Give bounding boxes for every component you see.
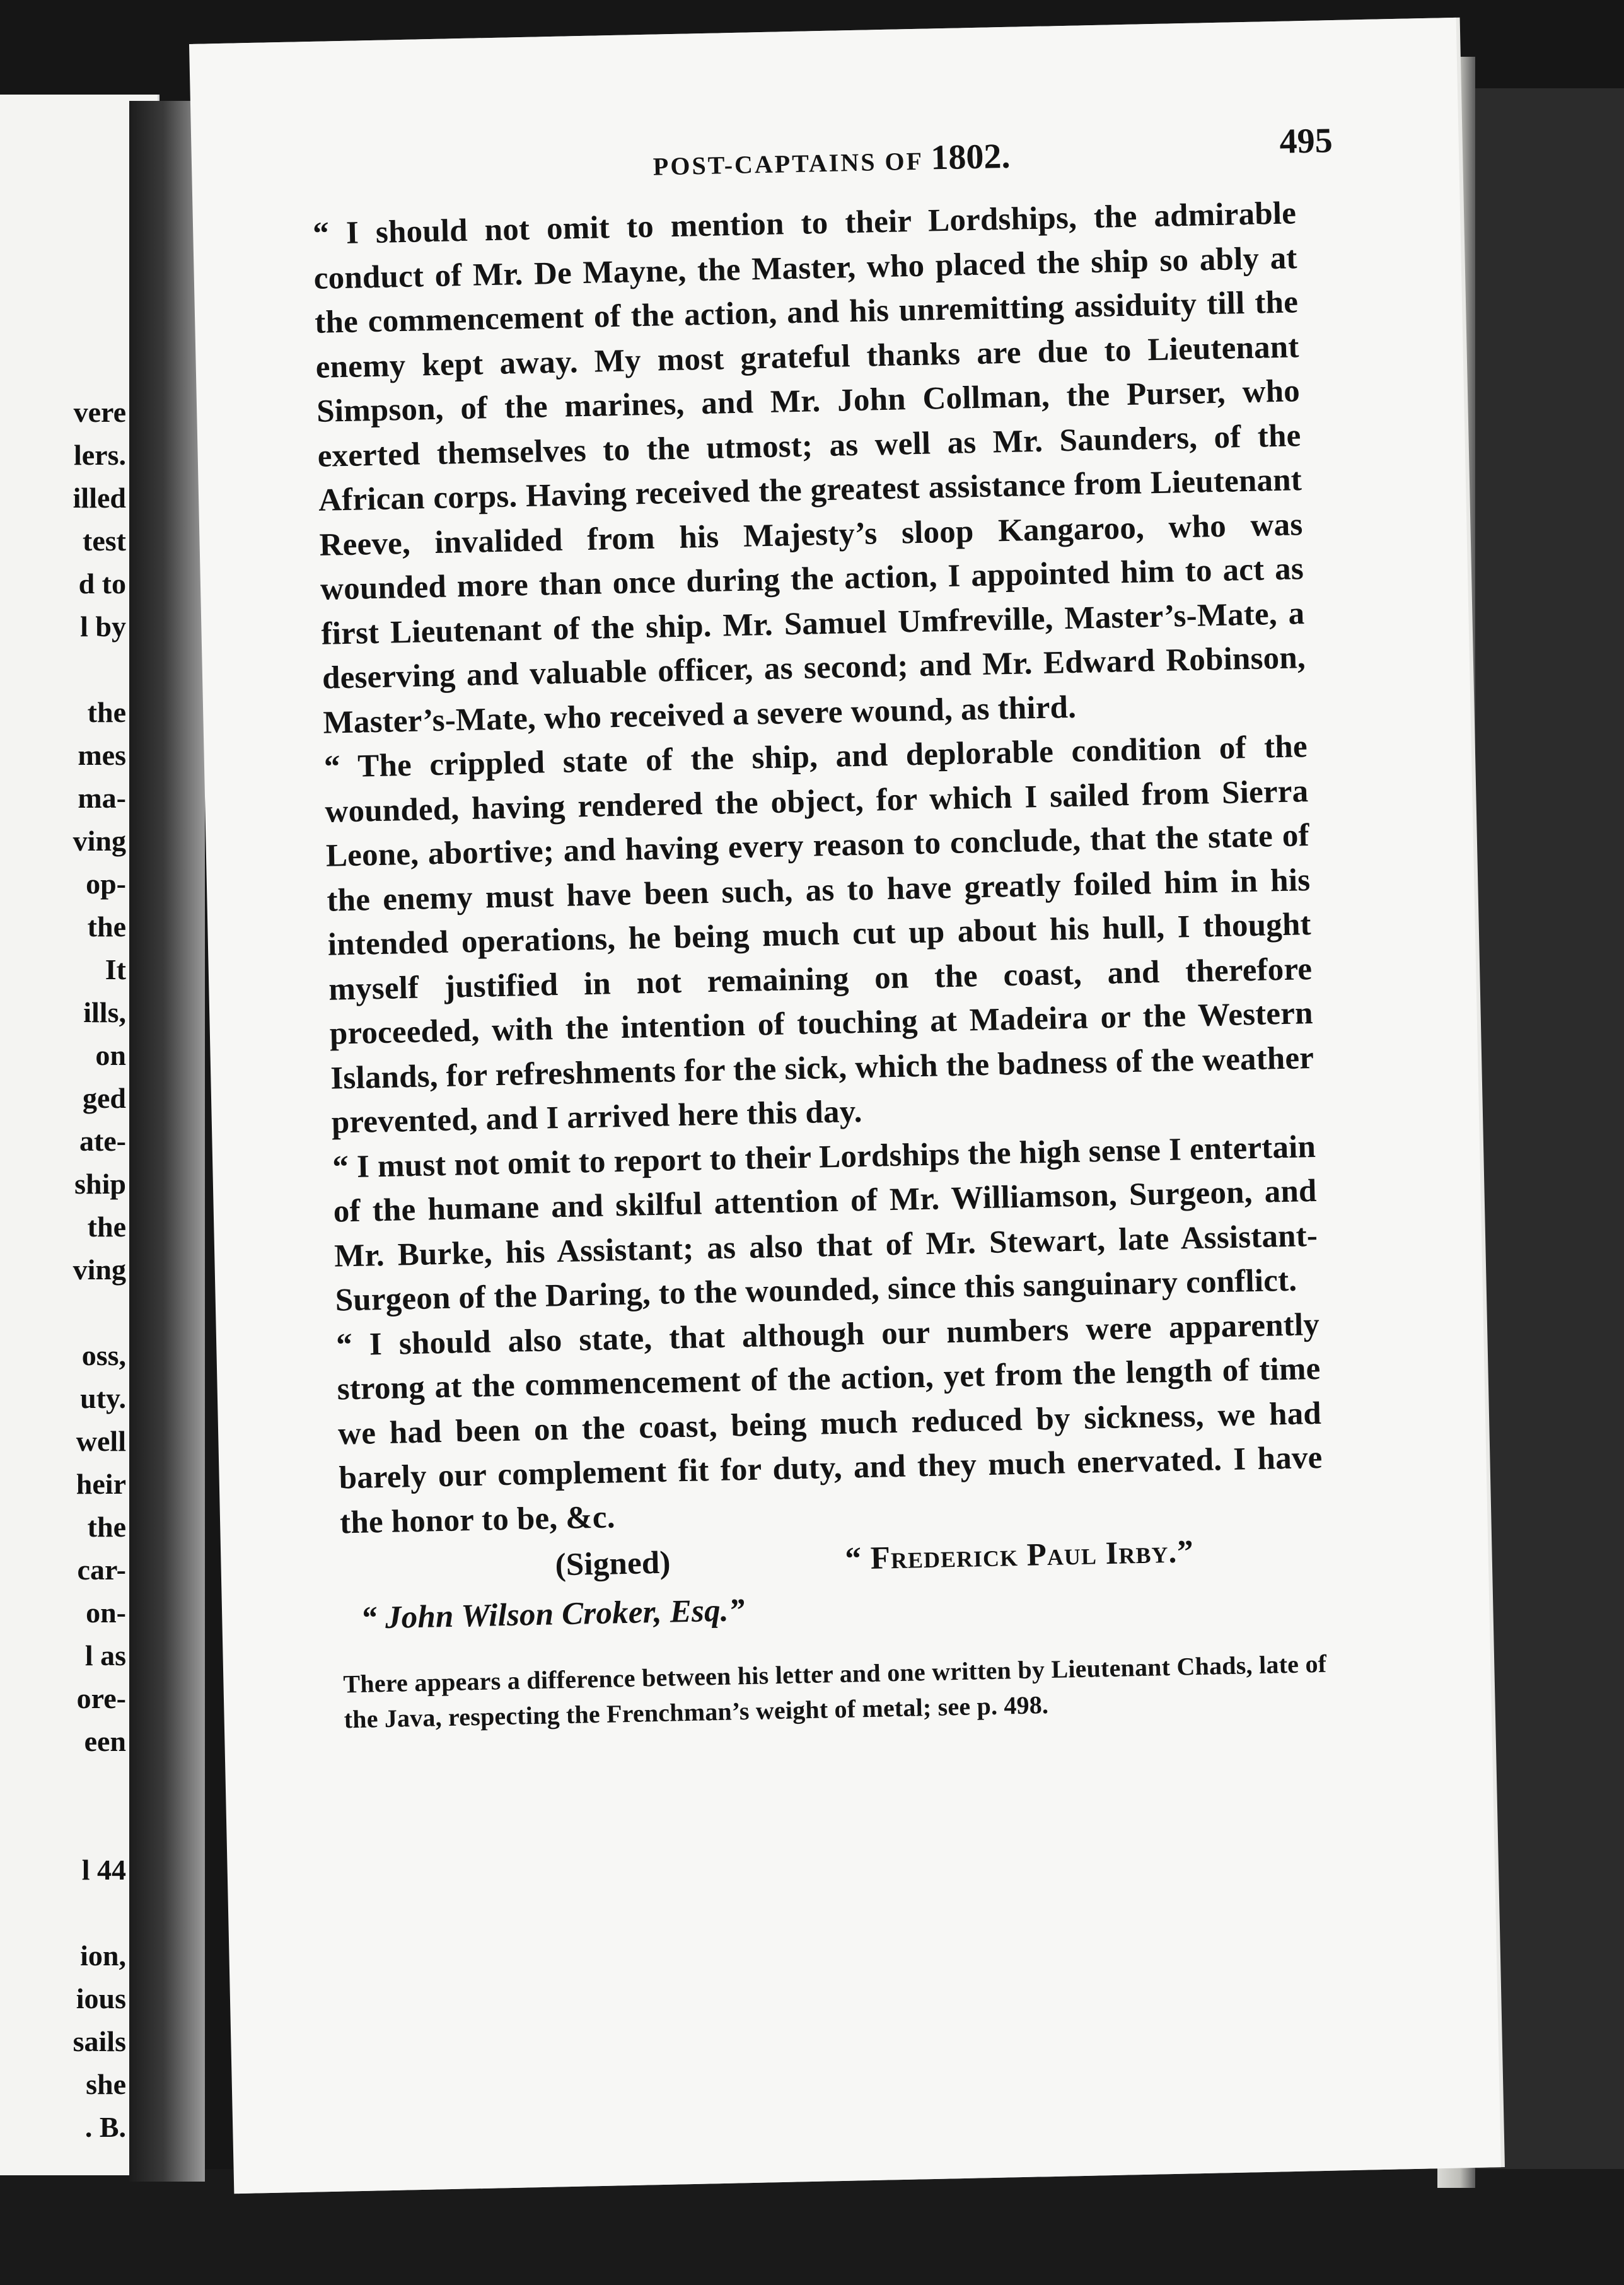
page-number: 495 <box>1279 121 1333 161</box>
paragraph-1: “ I should not omit to mention to their Lordships, the admirable conduct of Mr. De Mayne, the Master, who placed the ship so ably at the commencement of the action, and his unremitting assiduity till the enemy kept away. My most grateful thanks are due to Lieutenant Simpson, of the marines, and Mr. John Collman, the Purser, who exerted themselves to the utmost; as well as Mr. Saunders, of the African corps. Having received the greatest assistance from Lieutenant Reeve, invalided from his Majesty’s sloop Kangaroo, who was wounded more than once during the action, I appointed him to act as first Lieutenant of the ship. Mr. Samuel Umfreville, Master’s-Mate, a deserving and valuable officer, as second; and Mr. Edward Robinson, Master’s-Mate, who received a severe wound, as third. <box>312 195 1306 741</box>
previous-page-fragment: ore- <box>76 1682 126 1714</box>
previous-page-fragment: lers. <box>73 439 126 471</box>
addressee: “ John Wilson Croker, Esq.” <box>360 1593 745 1636</box>
previous-page-fragment: l as <box>84 1639 126 1672</box>
previous-page-fragment: heir <box>76 1468 126 1500</box>
previous-page-fragment: op- <box>86 868 126 900</box>
previous-page-fragment <box>0 648 126 691</box>
previous-page-fragment: uty. <box>80 1382 126 1414</box>
previous-page-fragment: sails <box>72 2025 126 2057</box>
previous-page-fragment <box>0 1892 126 1934</box>
previous-page-fragment: on- <box>86 1596 126 1629</box>
book-page <box>189 18 1501 2194</box>
paragraph-4: “ I should also state, that although our numbers were apparently strong at the commencement of the action, yet from the length of time we had been on the coast, being much reduced by sickness, we had barely our complement fit for duty, and they much enervated. I have the honor to be, &c. <box>335 1306 1323 1540</box>
previous-page-fragment: een <box>84 1725 126 1757</box>
previous-page-fragment: l by <box>80 610 126 642</box>
previous-page-fragment: . B. <box>84 2111 126 2143</box>
footnote: There appears a difference between his letter and one written by Lieutenant Chads, late of the Java, respecting the Frenchman’s weight of metal; see p. 498. <box>343 1649 1327 1733</box>
previous-page-fragment: It <box>105 953 126 986</box>
previous-page-fragment <box>0 1806 126 1849</box>
previous-page-fragment: car- <box>77 1554 126 1586</box>
previous-page-fragment <box>0 1291 126 1334</box>
book-gutter <box>129 101 205 2182</box>
previous-page-fragment: test <box>83 525 126 557</box>
previous-page-fragment: oss, <box>81 1339 126 1371</box>
previous-page-fragment: ills, <box>83 996 126 1028</box>
previous-page-fragment <box>0 1763 126 1806</box>
previous-page-fragment: vere <box>73 396 126 428</box>
previous-page-fragment: the <box>87 1211 126 1243</box>
previous-page-fragment: ged <box>83 1082 126 1114</box>
previous-page-fragment: mes <box>78 739 126 771</box>
previous-page-fragment: well <box>76 1425 126 1457</box>
paragraph-2: “ The crippled state of the ship, and deplorable condition of the wounded, having rendered the object, for which I sailed from Sierra Leone, abortive; and having every reason to conclude, that the state of the enemy must have been such, as to have greatly foiled him in his intended operations, he being much cut up about his hull, I thought myself justified in not remaining on the coast, and therefore proceeded, with the intention of touching at Madeira or the Western Islands, for refreshments for the sick, which the badness of the weather prevented, and I arrived here this day. <box>323 729 1314 1141</box>
page-content <box>311 121 1333 1737</box>
previous-page-fragment: l 44 <box>81 1854 126 1886</box>
previous-page-fragment: she <box>86 2068 126 2100</box>
running-title-year: 1802. <box>930 136 1011 178</box>
previous-page-fragment: on <box>95 1039 126 1071</box>
previous-page-fragment: the <box>87 910 126 943</box>
previous-page-fragment: ship <box>74 1168 126 1200</box>
running-title <box>596 134 1011 190</box>
running-title-text: POST-CAPTAINS OF <box>652 146 923 181</box>
previous-page-fragment: d to <box>78 567 126 600</box>
previous-page-fragment: the <box>87 1511 126 1543</box>
previous-page-text-fragments <box>0 391 126 2149</box>
previous-page-fragment: the <box>87 696 126 728</box>
previous-page-fragment: ving <box>72 1253 126 1286</box>
signatory-name: “ Frederick Paul Irby.” <box>844 1534 1195 1577</box>
previous-page-fragment: ma- <box>78 782 126 814</box>
previous-page-fragment: ving <box>72 825 126 857</box>
previous-page-fragment: illed <box>72 482 126 514</box>
previous-page-fragment: ious <box>76 1982 126 2015</box>
paragraph-3: “ I must not omit to report to their Lordships the high sense I entertain of the humane and skilful attention of Mr. Williamson, Surgeon, and Mr. Burke, his Assistant; as also that of Mr. Stewart, late Assistant-Surgeon of the Daring, to the wounded, since this sanguinary conflict. <box>332 1129 1318 1318</box>
previous-page-fragment: ate- <box>79 1125 126 1157</box>
signed-label: (Signed) <box>555 1545 671 1583</box>
previous-page-fragment: ion, <box>80 1939 126 1972</box>
